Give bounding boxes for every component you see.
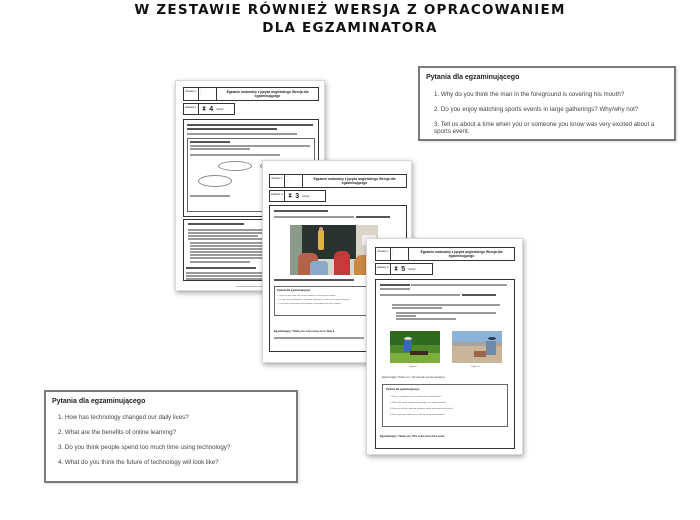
minutes-label: minuty (408, 267, 416, 271)
hourglass-icon: ⧗ (288, 193, 293, 199)
header-notes: • · · · • · · • · · · (391, 248, 409, 260)
header-notes: • · · · • · · • · · · (285, 175, 303, 187)
question-box-bottom-left (44, 390, 298, 483)
transition-line: Egzaminujący: Thank you. I will now ask you two questions. (382, 376, 446, 379)
question-item: 3. Do you think people spend too much time using technology? (58, 444, 231, 451)
task-minutes: 4 (209, 105, 214, 113)
closing-line: Egzaminujący: Thank you. Let's move on to Task 3. (274, 330, 335, 333)
set-label: Zestaw 1. (270, 175, 285, 187)
header-notes: • · · · • · · • · · · (199, 88, 217, 100)
page-header (183, 87, 319, 101)
heading-line-2: DLA EGZAMINATORA (262, 20, 438, 36)
set-label: Zestaw 1. (184, 88, 199, 100)
page-header (269, 174, 407, 188)
task-label: Zadanie 3. (376, 264, 391, 274)
question-item: 1. How has technology changed our daily lives? (58, 414, 189, 421)
task-minutes: 3 (295, 192, 300, 200)
questions-heading: Pytania dla egzaminującego (277, 289, 311, 292)
hourglass-icon: ⧗ (394, 266, 399, 272)
question-box-top-right (418, 66, 676, 141)
diagram-oval (218, 161, 252, 171)
question-box-heading: Pytania dla egzaminującego (52, 398, 146, 405)
task-box (375, 263, 433, 275)
task-box (183, 103, 235, 115)
question-box-heading: Pytania dla egzaminującego (426, 74, 520, 81)
question-item: 3. How do schools educate students about environmental issues? (390, 408, 454, 410)
photo-1-caption: Zdjęcie 1 (409, 366, 418, 368)
question-item: 3. Tell us about a time when you or someone you know was very excited about a sports event. (434, 121, 655, 135)
question-item: 2. What are the benefits of online learning? (58, 429, 176, 436)
set-label: Zestaw 1. (376, 248, 391, 260)
photo-1-gardening (390, 331, 440, 363)
question-item: 1. Why is it important to care about the environment? (390, 396, 442, 398)
question-item: 2. Do you think traditional classroom learning is better than online learning? (277, 299, 350, 301)
header-title: Egzamin maturalny z języka angielskiego Wersja dla egzaminującego (420, 250, 503, 258)
question-item: 2. Do you enjoy watching sports events in large gatherings? Why/why not? (434, 106, 639, 113)
task-minutes: 5 (401, 265, 406, 273)
page-heading (0, 0, 700, 37)
header-title: Egzamin maturalny z języka angielskiego Wersja dla egzaminującego (313, 177, 396, 185)
closing-line: Egzaminujący: Thank you. This is the end of the exam. (380, 435, 445, 438)
exam-page-3 (366, 238, 523, 455)
hourglass-icon: ⧗ (202, 106, 207, 112)
questions-heading: Pytania dla egzaminującego (386, 388, 420, 391)
photo-2-caption: Zdjęcie 2 (471, 366, 480, 368)
task-frame (375, 279, 515, 449)
task-label: Zadanie 2. (270, 191, 285, 201)
questions-box (382, 384, 508, 427)
task-label: Zadanie 1. (184, 104, 199, 114)
classroom-photo (290, 225, 378, 275)
diagram-oval (198, 175, 232, 187)
question-item: 4. What do you think the future of technology will look like? (58, 459, 219, 466)
header-title: Egzamin maturalny z języka angielskiego Wersja dla egzaminującego (226, 90, 309, 98)
question-item: 3. Describe a time when you helped a classmate with their studies. (277, 303, 342, 305)
heading-line-1: W ZESTAWIE RÓWNIEŻ WERSJA Z OPRACOWANIEM (134, 2, 566, 18)
question-item: 2. What are some simple ways people can reduce waste? (390, 402, 446, 404)
page-header (375, 247, 515, 261)
question-item: 1. Why do you think one of the students is raising their hand? (277, 295, 337, 297)
minutes-label: minuty (302, 194, 310, 198)
task-box (269, 190, 326, 202)
minutes-label: minuty (216, 107, 224, 111)
photo-2-beach-cleanup (452, 331, 502, 363)
question-item: 4. Have you ever taken part in an environmental project? (390, 414, 445, 416)
question-item: 1. Why do you think the man in the foreground is covering his mouth? (434, 91, 625, 98)
